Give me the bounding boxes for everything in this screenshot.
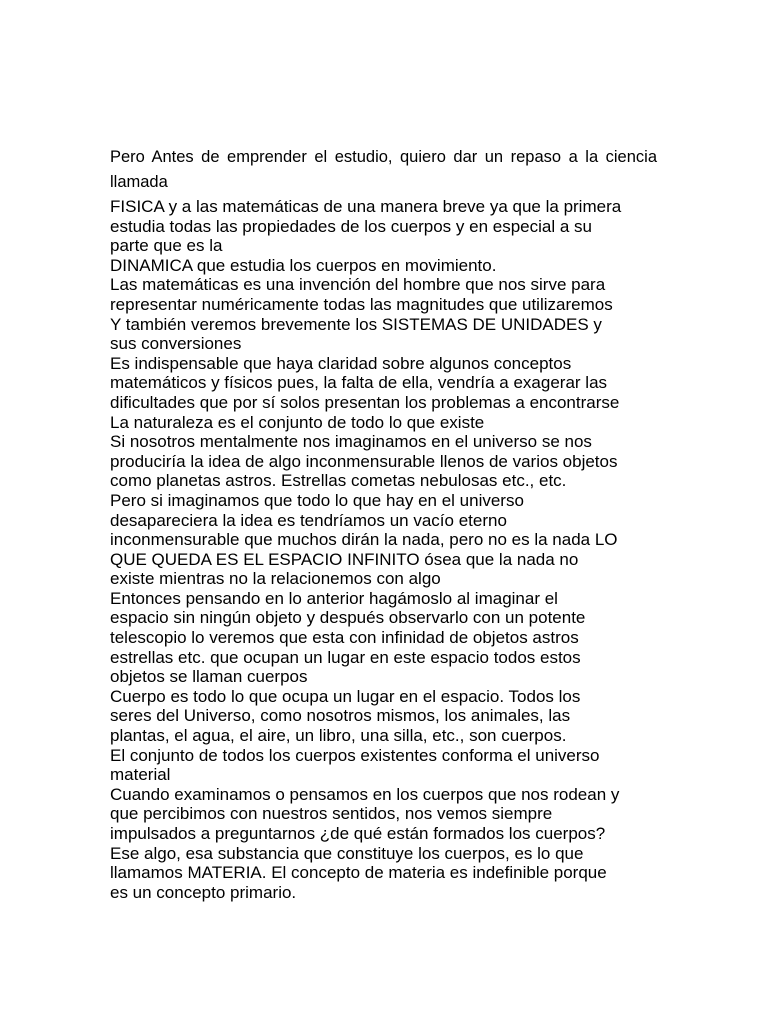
paragraph-claridad: Es indispensable que haya claridad sobre algunos conceptos matemáticos y físicos pues, la falta de ella, vendría a exagerar las dificultades que por sí solos presentan los problemas a encontrarse [110, 353, 620, 412]
paragraph-espacio-infinito: Pero si imaginamos que todo lo que hay en el universo desapareciera la idea es tendríamos un vacío eterno inconmensurable que muchos dirán la nada, pero no es la nada LO QUE QUEDA ES EL ESPACIO INFINITO ósea que la nada no existe mientras no la relacionemos con algo [110, 490, 618, 589]
body-text [110, 197, 670, 902]
paragraph-universo: Si nosotros mentalmente nos imaginamos en el universo se nos produciría la idea de algo inconmensurable llenos de varios objetos como planetas astros. Estrellas cometas nebulosas etc., etc. [110, 432, 618, 491]
paragraph-fisica: FISICA y a las matemáticas de una manera breve ya que la primera estudia todas las propiedades de los cuerpos y en especial a su parte que es la DINAMICA que estudia los cuerpos en movimiento. [110, 197, 622, 275]
paragraph-naturaleza: La naturaleza es el conjunto de todo lo que existe [110, 412, 485, 432]
intro-paragraph: Pero Antes de emprender el estudio, quiero dar un repaso a la ciencia llamada [110, 148, 657, 191]
paragraph-matematicas: Las matemáticas es una invención del hombre que nos sirve para representar numéricamente todas las magnitudes que utilizaremos Y también veremos brevemente los SISTEMAS DE UNIDADES y sus conversiones [110, 275, 613, 354]
paragraph-sentidos: Cuando examinamos o pensamos en los cuerpos que nos rodean y que percibimos con nuestros sentidos, nos vemos siempre impulsados a preguntarnos ¿de qué están formados los cuerpos? [110, 784, 620, 843]
paragraph-cuerpo: Cuerpo es todo lo que ocupa un lugar en el espacio. Todos los seres del Universo, como nosotros mismos, los animales, las plantas, el agua, el aire, un libro, una silla, etc., son cuerpos. [110, 686, 581, 746]
paragraph-telescopio: Entonces pensando en lo anterior hagámoslo al imaginar el espacio sin ningún objeto y después observarlo con un potente telescopio lo veremos que esta con infinidad de objetos astros estrellas etc. que ocupan un lugar en este espacio todos estos objetos se llaman cuerpos [110, 588, 586, 687]
paragraph-materia: Ese algo, esa substancia que constituye los cuerpos, es lo que llamamos MATERIA. El concepto de materia es indefinible porque es un concepto primario. [110, 843, 607, 902]
paragraph-universo-material: El conjunto de todos los cuerpos existentes conforma el universo material [110, 745, 600, 785]
